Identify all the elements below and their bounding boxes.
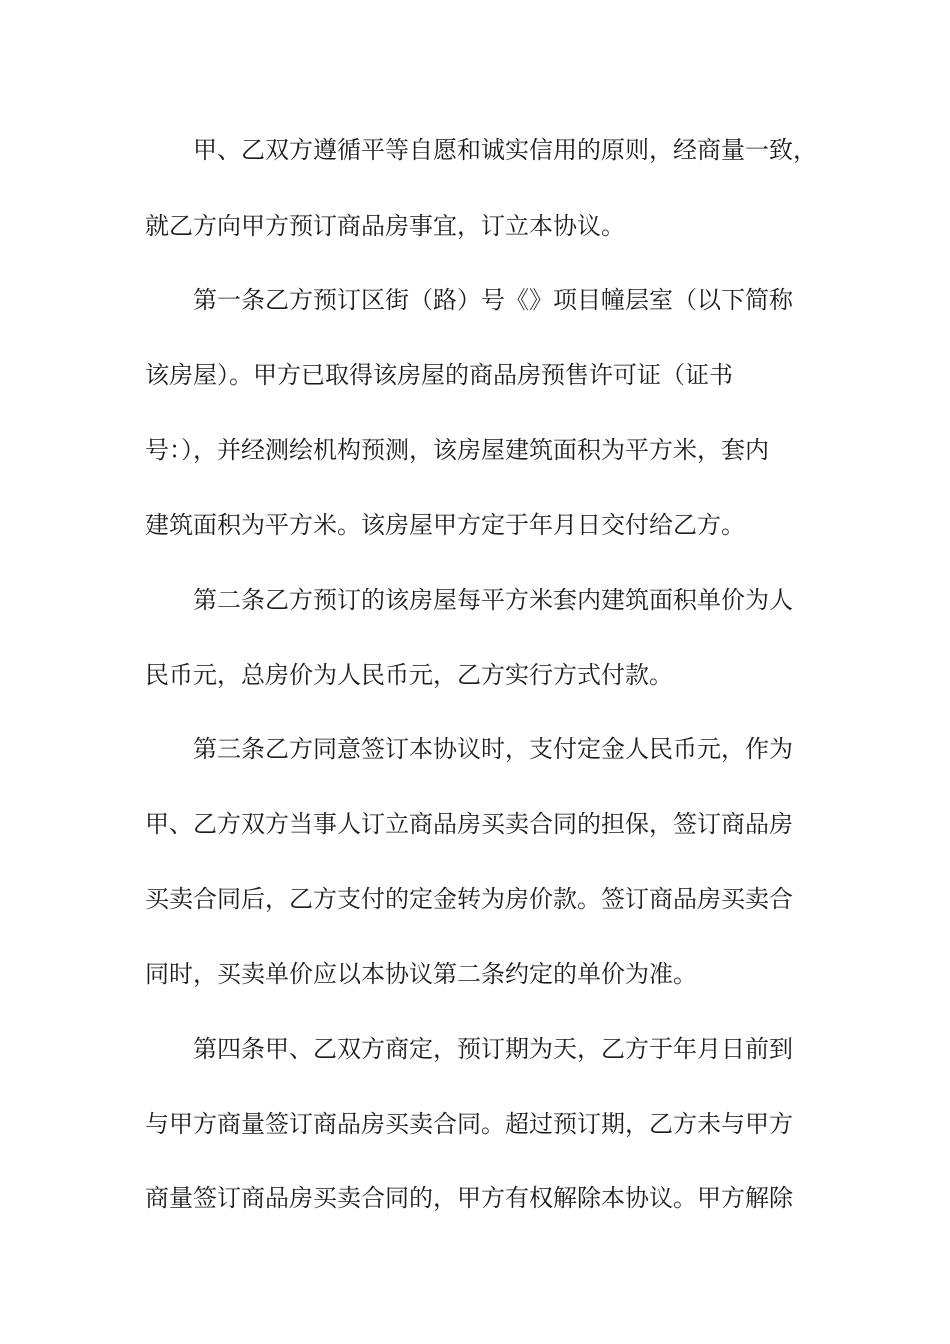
text-line: 甲、乙双方遵循平等自愿和诚实信用的原则，经商量一致， [193,136,817,164]
text-line: 甲、乙方双方当事人订立商品房买卖合同的担保，签订商品房 [145,810,793,838]
text-line: 号：），并经测绘机构预测，该房屋建筑面积为平方米，套内 [145,436,769,464]
text-line: 第三条乙方同意签订本协议时，支付定金人民币元，作为 [193,735,793,763]
text-line: 民币元，总房价为人民币元，乙方实行方式付款。 [145,661,673,689]
text-line: 就乙方向甲方预订商品房事宜，订立本协议。 [145,212,625,240]
text-line: 建筑面积为平方米。该房屋甲方定于年月日交付给乙方。 [145,511,745,539]
text-line: 商量签订商品房买卖合同的，甲方有权解除本协议。甲方解除 [145,1184,793,1212]
text-line: 买卖合同后，乙方支付的定金转为房价款。签订商品房买卖合 [145,885,793,913]
text-line: 第二条乙方预订的该房屋每平方米套内建筑面积单价为人 [193,586,793,614]
text-line: 第一条乙方预订区街（路）号《》项目幢层室（以下简称 [193,286,793,314]
text-line: 与甲方商量签订商品房买卖合同。超过预订期，乙方未与甲方 [145,1110,793,1138]
text-line: 该房屋）。甲方已取得该房屋的商品房预售许可证（证书 [145,361,733,389]
text-line: 同时，买卖单价应以本协议第二条约定的单价为准。 [145,960,697,988]
text-line: 第四条甲、乙双方商定，预订期为天，乙方于年月日前到 [193,1035,793,1063]
